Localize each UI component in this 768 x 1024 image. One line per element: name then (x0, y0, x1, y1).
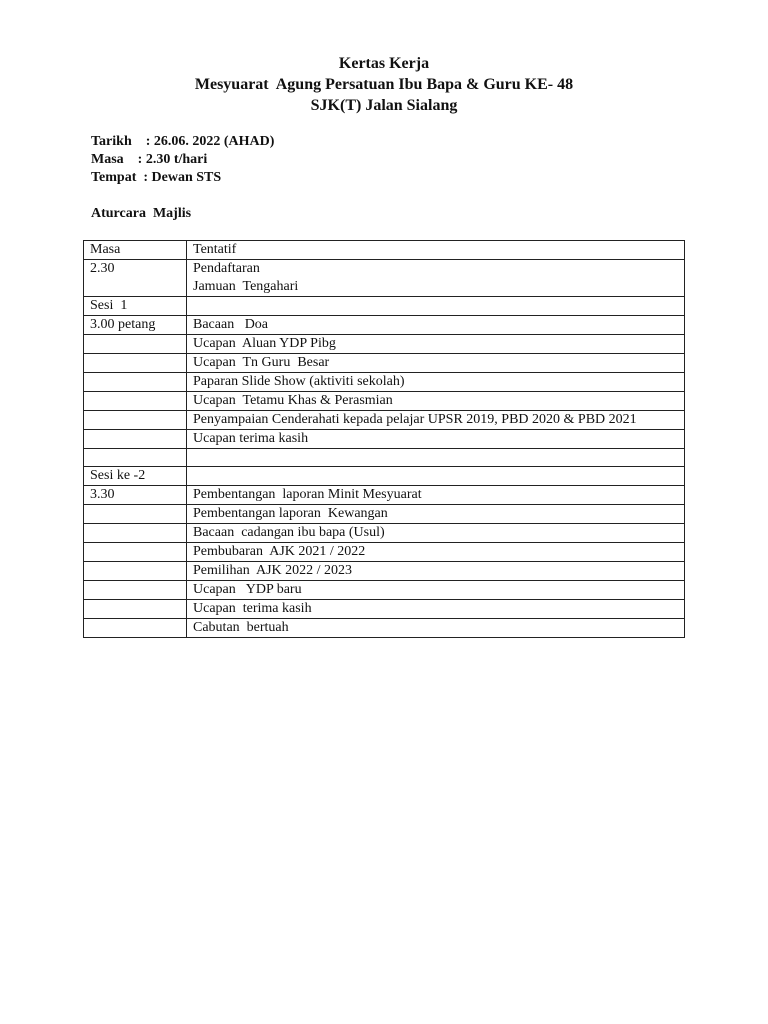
cell-masa (84, 619, 187, 638)
agenda-heading: Aturcara Majlis (91, 206, 192, 221)
tentatif-item: Paparan Slide Show (aktiviti sekolah) (193, 374, 405, 389)
cell-tentatif (187, 524, 685, 543)
tentatif-item: Cabutan bertuah (193, 620, 289, 635)
tentatif-item: Jamuan Tengahari (193, 279, 299, 294)
tentatif-item: Ucapan terima kasih (193, 601, 312, 616)
cell-masa: 3.00 petang (84, 316, 187, 335)
table-row (84, 335, 685, 354)
cell-masa (84, 373, 187, 392)
cell-tentatif (187, 260, 685, 297)
table-row (84, 562, 685, 581)
cell-masa (84, 562, 187, 581)
table-row (84, 619, 685, 638)
cell-tentatif (187, 392, 685, 411)
cell-tentatif (187, 449, 685, 467)
cell-tentatif (187, 373, 685, 392)
table-row (84, 411, 685, 430)
tentatif-item: Ucapan Tn Guru Besar (193, 355, 330, 370)
table-row (84, 392, 685, 411)
cell-tentatif (187, 562, 685, 581)
table-row (84, 449, 685, 467)
cell-tentatif (187, 486, 685, 505)
table-row (84, 297, 685, 316)
cell-masa (84, 411, 187, 430)
cell-masa (84, 392, 187, 411)
cell-tentatif (187, 316, 685, 335)
cell-masa: 2.30 (84, 260, 187, 297)
table-row (84, 600, 685, 619)
cell-masa: Sesi ke -2 (84, 467, 187, 486)
meta-tarikh: Tarikh : 26.06. 2022 (AHAD) (91, 134, 275, 149)
header-masa: Masa (84, 241, 187, 260)
table-header-row (84, 241, 685, 260)
document-title (0, 53, 768, 116)
cell-masa (84, 524, 187, 543)
cell-masa (84, 543, 187, 562)
table-row (84, 373, 685, 392)
cell-tentatif (187, 505, 685, 524)
title-line-3: SJK(T) Jalan Sialang (310, 97, 458, 114)
cell-tentatif (187, 600, 685, 619)
title-line-2: Mesyuarat Agung Persatuan Ibu Bapa & Guru KE- 48 (194, 76, 574, 93)
table-row (84, 354, 685, 373)
table-row (84, 581, 685, 600)
meta-tempat: Tempat : Dewan STS (91, 170, 222, 185)
cell-masa (84, 335, 187, 354)
cell-tentatif (187, 297, 685, 316)
tentatif-item: Pembubaran AJK 2021 / 2022 (193, 544, 366, 559)
tentatif-item: Bacaan cadangan ibu bapa (Usul) (193, 525, 385, 540)
tentatif-item: Bacaan Doa (193, 317, 269, 332)
tentatif-item: Ucapan YDP baru (193, 582, 302, 597)
table-row (84, 505, 685, 524)
cell-tentatif (187, 543, 685, 562)
cell-masa: Sesi 1 (84, 297, 187, 316)
cell-masa: 3.30 (84, 486, 187, 505)
cell-tentatif (187, 619, 685, 638)
table-row (84, 524, 685, 543)
meta-masa: Masa : 2.30 t/hari (91, 152, 208, 167)
cell-masa (84, 354, 187, 373)
table-row (84, 316, 685, 335)
tentatif-item: Penyampaian Cenderahati kepada pelajar UPSR 2019, PBD 2020 & PBD 2021 (193, 412, 637, 427)
cell-tentatif (187, 430, 685, 449)
tentatif-item: Pembentangan laporan Minit Mesyuarat (193, 487, 422, 502)
tentatif-item: Pembentangan laporan Kewangan (193, 506, 388, 521)
agenda-table-body (84, 241, 685, 638)
cell-tentatif (187, 581, 685, 600)
tentatif-item: Ucapan terima kasih (193, 431, 309, 446)
cell-tentatif (187, 335, 685, 354)
cell-masa (84, 430, 187, 449)
meeting-details (91, 133, 274, 187)
cell-tentatif (187, 467, 685, 486)
cell-tentatif (187, 354, 685, 373)
cell-tentatif (187, 411, 685, 430)
header-tentatif: Tentatif (187, 241, 685, 260)
table-row (84, 260, 685, 297)
cell-masa (84, 581, 187, 600)
title-line-1: Kertas Kerja (338, 55, 430, 72)
cell-masa (84, 449, 187, 467)
tentatif-item: Ucapan Aluan YDP Pibg (193, 336, 336, 351)
tentatif-item: Pendaftaran (193, 261, 260, 276)
table-row (84, 430, 685, 449)
cell-masa (84, 505, 187, 524)
table-row (84, 467, 685, 486)
table-row (84, 543, 685, 562)
agenda-table (83, 240, 685, 638)
tentatif-item: Ucapan Tetamu Khas & Perasmian (193, 393, 393, 408)
table-row (84, 486, 685, 505)
cell-masa (84, 600, 187, 619)
tentatif-item: Pemilihan AJK 2022 / 2023 (193, 563, 353, 578)
